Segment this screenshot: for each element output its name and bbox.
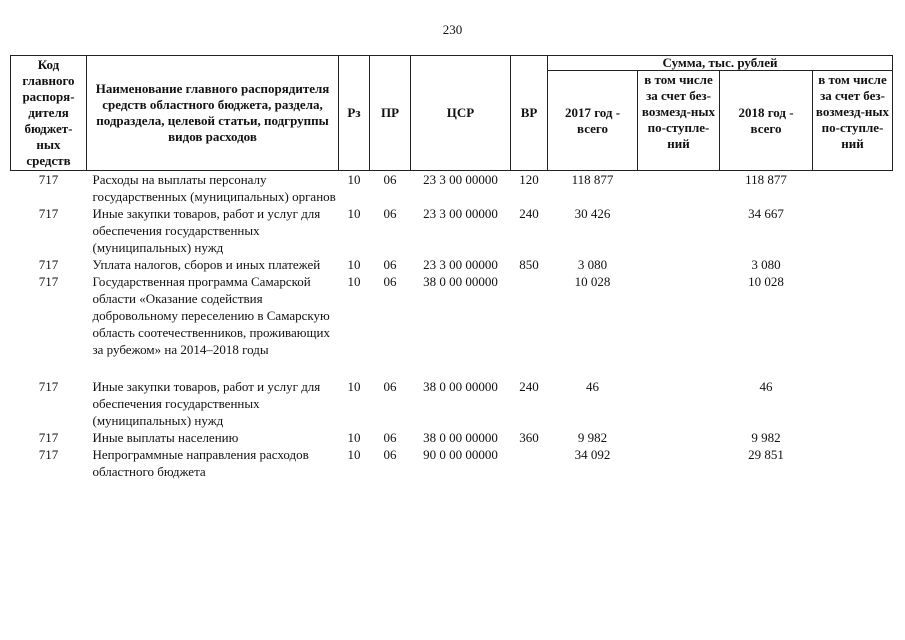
row-csr: 90 0 00 00000 bbox=[423, 447, 498, 462]
row-name: Иные выплаты населению bbox=[92, 430, 239, 445]
header-2018-gratuitous: в том числе за счет без-возмезд-ных по-ступле-ний bbox=[813, 71, 893, 171]
row-2017-total: 46 bbox=[586, 379, 599, 394]
row-pr: 06 bbox=[383, 274, 397, 289]
row-pr: 06 bbox=[383, 257, 397, 272]
table-row bbox=[11, 446, 893, 480]
row-name: Государственная программа Самарской области «Оказание содействия добровольному переселению в Самарскую область соотечественников, проживающих за рубежом» на 2014–2018 годы bbox=[92, 274, 330, 357]
budget-table bbox=[10, 55, 893, 480]
row-code: 717 bbox=[38, 257, 59, 272]
row-rz: 10 bbox=[347, 430, 361, 445]
row-2018-total: 29 851 bbox=[748, 447, 784, 462]
spacer-row bbox=[11, 358, 893, 378]
header-2018-total: 2018 год - всего bbox=[720, 71, 813, 171]
table-row bbox=[11, 256, 893, 273]
row-rz: 10 bbox=[347, 447, 361, 462]
row-2018-gratuitous bbox=[813, 429, 893, 446]
row-rz: 10 bbox=[347, 379, 361, 394]
table-row bbox=[11, 205, 893, 256]
row-rz: 10 bbox=[347, 172, 361, 187]
row-2017-gratuitous bbox=[638, 378, 720, 429]
row-csr: 23 3 00 00000 bbox=[423, 206, 498, 221]
row-2017-total: 30 426 bbox=[574, 206, 611, 221]
table-row bbox=[11, 273, 893, 358]
row-2018-total: 46 bbox=[759, 379, 773, 394]
header-sum: Сумма, тыс. рублей bbox=[548, 56, 893, 71]
header-code: Код главного распоря-дителя бюджет-ных средств bbox=[11, 56, 87, 171]
row-name: Иные закупки товаров, работ и услуг для обеспечения государственных (муниципальных) нужд bbox=[92, 206, 321, 255]
row-vr: 850 bbox=[519, 257, 539, 272]
row-2017-gratuitous bbox=[638, 446, 720, 480]
row-pr: 06 bbox=[383, 379, 397, 394]
header-vr: ВР bbox=[511, 56, 548, 171]
header-name: Наименование главного распорядителя средств областного бюджета, раздела, подраздела, целевой статьи, подгруппы видов расходов bbox=[87, 56, 339, 171]
row-csr: 23 3 00 00000 bbox=[423, 172, 498, 187]
row-2018-total: 118 877 bbox=[745, 172, 787, 187]
row-rz: 10 bbox=[347, 274, 361, 289]
row-2018-gratuitous bbox=[813, 446, 893, 480]
page-number: 230 bbox=[442, 22, 463, 37]
row-2018-gratuitous bbox=[813, 273, 893, 358]
row-2017-gratuitous bbox=[638, 171, 720, 206]
row-rz: 10 bbox=[347, 206, 361, 221]
row-name: Иные закупки товаров, работ и услуг для обеспечения государственных (муниципальных) нужд bbox=[92, 379, 321, 428]
row-2018-gratuitous bbox=[813, 378, 893, 429]
header-pr: ПР bbox=[370, 56, 411, 171]
row-2017-gratuitous bbox=[638, 205, 720, 256]
row-2018-gratuitous bbox=[813, 205, 893, 256]
row-code: 717 bbox=[38, 379, 59, 394]
table-row bbox=[11, 171, 893, 206]
row-pr: 06 bbox=[383, 430, 397, 445]
row-2018-total: 34 667 bbox=[748, 206, 784, 221]
row-pr: 06 bbox=[383, 172, 397, 187]
row-2018-gratuitous bbox=[813, 171, 893, 206]
row-csr: 23 3 00 00000 bbox=[423, 257, 498, 272]
row-code: 717 bbox=[38, 172, 59, 187]
header-2017-gratuitous: в том числе за счет без-возмезд-ных по-ступле-ний bbox=[638, 71, 720, 171]
row-vr bbox=[511, 446, 548, 480]
row-code: 717 bbox=[38, 206, 59, 221]
row-pr: 06 bbox=[383, 447, 397, 462]
row-2018-total: 10 028 bbox=[748, 274, 784, 289]
row-code: 717 bbox=[38, 430, 59, 445]
row-vr: 360 bbox=[519, 430, 539, 445]
row-name: Непрограммные направления расходов областного бюджета bbox=[92, 447, 309, 479]
row-pr: 06 bbox=[383, 206, 397, 221]
row-2017-gratuitous bbox=[638, 256, 720, 273]
header-2017-total: 2017 год - всего bbox=[548, 71, 638, 171]
table-row bbox=[11, 378, 893, 429]
row-2017-gratuitous bbox=[638, 273, 720, 358]
row-2018-total: 9 982 bbox=[751, 430, 781, 445]
row-rz: 10 bbox=[347, 257, 361, 272]
row-2017-gratuitous bbox=[638, 429, 720, 446]
row-vr: 240 bbox=[519, 206, 539, 221]
row-name: Расходы на выплаты персоналу государственных (муниципальных) органов bbox=[92, 172, 336, 204]
row-csr: 38 0 00 00000 bbox=[423, 379, 498, 394]
row-vr: 120 bbox=[519, 172, 539, 187]
header-rz: Рз bbox=[339, 56, 370, 171]
row-2018-total: 3 080 bbox=[751, 257, 781, 272]
row-2017-total: 10 028 bbox=[574, 274, 611, 289]
row-code: 717 bbox=[38, 274, 59, 289]
row-csr: 38 0 00 00000 bbox=[423, 274, 498, 289]
row-code: 717 bbox=[38, 447, 59, 462]
row-vr: 240 bbox=[519, 379, 539, 394]
table-row bbox=[11, 429, 893, 446]
row-csr: 38 0 00 00000 bbox=[423, 430, 498, 445]
table-header bbox=[11, 56, 893, 171]
header-csr: ЦСР bbox=[411, 56, 511, 171]
row-2017-total: 118 877 bbox=[571, 172, 614, 187]
row-2017-total: 3 080 bbox=[577, 257, 608, 272]
row-vr bbox=[511, 273, 548, 358]
table-body bbox=[11, 171, 893, 481]
row-2018-gratuitous bbox=[813, 256, 893, 273]
row-name: Уплата налогов, сборов и иных платежей bbox=[92, 257, 321, 272]
row-2017-total: 34 092 bbox=[574, 447, 611, 462]
row-2017-total: 9 982 bbox=[577, 430, 608, 445]
